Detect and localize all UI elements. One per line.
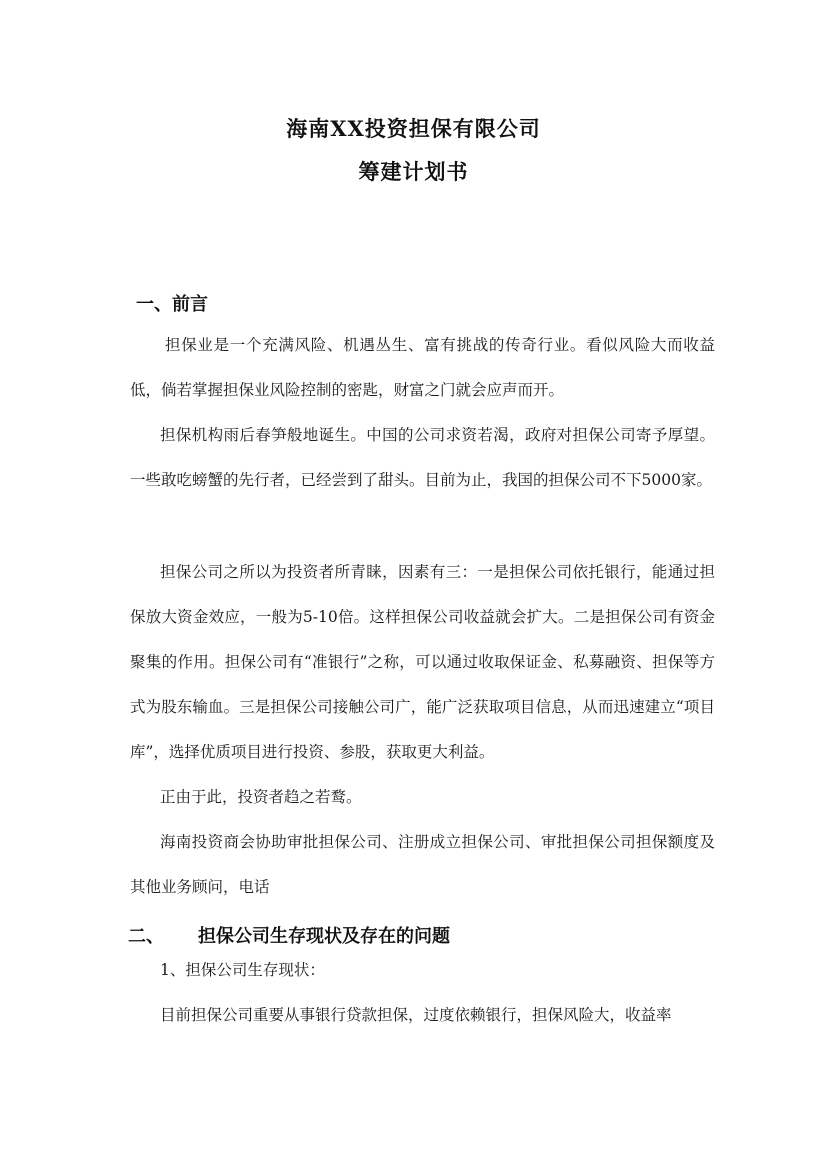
section-heading-preface: 一、前言: [136, 294, 208, 315]
paragraph: 目前担保公司重要从事银行贷款担保，过度依赖银行，担保风险大，收益率: [160, 1006, 672, 1024]
paragraph: 担保机构雨后春笋般地诞生。中国的公司求资若渴，政府对担保公司寄予厚望。一些敢吃螃蟹的先行者，已经尝到了甜头。目前为止，我国的担保公司不下5000家。: [130, 426, 715, 489]
document-subtitle: 筹建计划书: [358, 159, 469, 184]
paragraph: 担保业是一个充满风险、机遇丛生、富有挑战的传奇行业。看似风险大而收益低，倘若掌握担保业风险控制的密匙，财富之门就会应声而开。: [130, 336, 715, 399]
section-number: 二、: [128, 926, 164, 947]
paragraph: 海南投资商会协助审批担保公司、注册成立担保公司、审批担保公司担保额度及其他业务顾问，电话: [130, 833, 715, 896]
paragraph: 担保公司之所以为投资者所青睐，因素有三：一是担保公司依托银行，能通过担保放大资金效应，一般为5-10倍。这样担保公司收益就会扩大。二是担保公司有资金聚集的作用。担保公司有“准银行”之称，可以通过收取保证金、私募融资、担保等方式为股东输血。三是担保公司接触公司广，能广泛获取项目信息，从而迅速建立“项目库”，选择优质项目进行投资、参股，获取更大利益。: [130, 563, 715, 761]
paragraph: 正由于此，投资者趋之若鹜。: [160, 788, 362, 806]
subheading: 1、担保公司生存现状：: [160, 961, 325, 979]
section-title: 担保公司生存现状及存在的问题: [198, 926, 450, 947]
section-heading-status: [128, 922, 450, 948]
document-title: 海南XX投资担保有限公司: [286, 116, 541, 141]
